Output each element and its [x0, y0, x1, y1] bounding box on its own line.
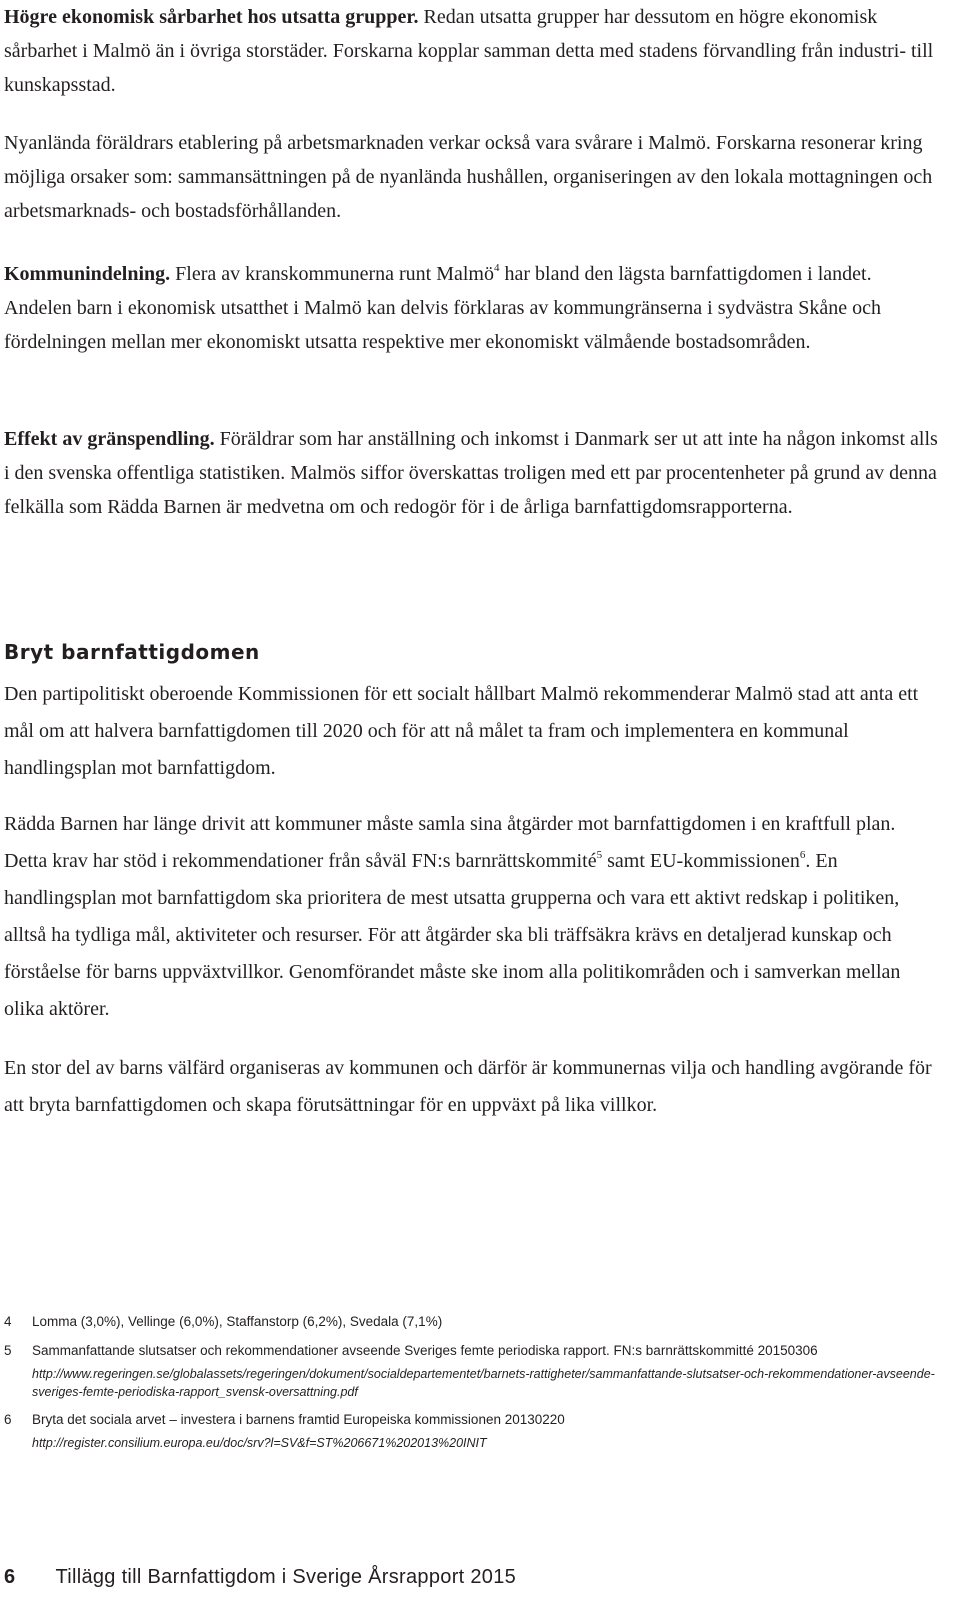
paragraph-text: En stor del av barns välfärd organiseras av kommunen och därför är kommunernas vilja och handling avgörande för att bryta barnfattigdomen och skapa förutsättningar för en uppväxt på lika villkor.: [4, 1057, 932, 1116]
paragraph-lead: Högre ekonomisk sårbarhet hos utsatta grupper.: [4, 6, 419, 28]
footnote-text: Bryta det sociala arvet – investera i barnens framtid Europeiska kommissionen 20130220: [32, 1412, 565, 1427]
paragraph-newcomer-parents: [4, 126, 940, 228]
footnote-number: 5: [4, 1343, 12, 1358]
footnote-text: Sammanfattande slutsatser och rekommendationer avseende Sveriges femte periodiska rapport. FN:s barnrättskommitté 20150306: [32, 1343, 818, 1358]
footnote-ref-4[interactable]: 4: [493, 262, 500, 274]
paragraph-text: samt EU-kommissionen: [602, 850, 800, 872]
paragraph-text: Rädda Barnen har länge drivit att kommuner måste samla sina åtgärder mot barnfattigdomen i en kraftfull plan. Detta krav har stöd i rekommendationer från såväl FN:s barnrättskommité: [4, 813, 896, 872]
paragraph-commission: [4, 676, 940, 787]
paragraph-text: Föräldrar som har anställning och inkomst i Danmark ser ut att inte ha någon inkomst alls i den svenska offentliga statistiken. Malmös siffor överskattas troligen med ett par procentenheter på grund av denna felkälla som Rädda Barnen är medvetna om och redogör för i de årliga barnfattigdomsrapporterna.: [4, 428, 938, 518]
paragraph-lead: Kommunindelning.: [4, 263, 171, 285]
footnote-5: [4, 1341, 944, 1401]
footnote-6: [4, 1410, 944, 1452]
footnotes: [4, 1312, 944, 1461]
footnote-number: 6: [4, 1412, 12, 1427]
paragraph-lead: Effekt av gränspendling.: [4, 428, 215, 450]
footnote-ref-5[interactable]: 5: [596, 849, 603, 861]
paragraph-text: Redan utsatta grupper har dessutom en högre ekonomisk sårbarhet i Malmö än i övriga storstäder. Forskarna kopplar samman detta med stadens förvandling från industri- till kunskapsstad.: [4, 6, 934, 96]
footnote-text: Lomma (3,0%), Vellinge (6,0%), Staffanstorp (6,2%), Svedala (7,1%): [32, 1314, 443, 1329]
page-footer: [4, 1566, 516, 1589]
page-number: 6: [4, 1566, 16, 1588]
paragraph-action-plan: [4, 806, 940, 1028]
publication-title: Tillägg till Barnfattigdom i Sverige Årsrapport 2015: [55, 1566, 517, 1588]
paragraph-text: Den partipolitiskt oberoende Kommissionen för ett socialt hållbart Malmö rekommenderar Malmö stad att anta ett mål om att halvera barnfattigdomen till 2020 och för att nå målet ta fram och implementera en kommunal handlingsplan mot barnfattigdom.: [4, 683, 919, 779]
footnote-link[interactable]: http://www.regeringen.se/globalassets/regeringen/dokument/socialdepartementet/barnets-rattigheter/sammanfattande-slutsatser-och-rekommendationer-avseende-sveriges-femte-periodiska-rapport_svensk-oversattning.pdf: [32, 1367, 935, 1399]
paragraph-economic-vulnerability: [4, 0, 940, 102]
footnote-number: 4: [4, 1314, 12, 1329]
footnote-link[interactable]: http://register.consilium.europa.eu/doc/srv?l=SV&f=ST%206671%202013%20INIT: [32, 1436, 487, 1450]
paragraph-municipal-welfare: [4, 1050, 940, 1124]
paragraph-text: Flera av kranskommunerna runt Malmö: [170, 263, 494, 285]
paragraph-text: . En handlingsplan mot barnfattigdom ska prioritera de mest utsatta grupperna och vara ett aktivt redskap i politiken, alltså ha tydliga mål, aktiviteter och resurser. För att åtgärder ska bli träffsäkra krävs en detaljerad kunskap och förståelse för barns uppväxtvillkor. Genomförandet måste ske inom alla politikområden och i samverkan mellan olika aktörer.: [4, 850, 901, 1020]
paragraph-border-commuting: [4, 422, 940, 524]
footnote-4: [4, 1312, 944, 1332]
section-heading: Bryt barnfattigdomen: [4, 640, 260, 664]
footnote-ref-6[interactable]: 6: [799, 849, 806, 861]
paragraph-text: Nyanlända föräldrars etablering på arbetsmarknaden verkar också vara svårare i Malmö. Forskarna resonerar kring möjliga orsaker som: sammansättningen på de nyanlända hushållen, organiseringen av den lokala mottagningen och arbetsmarknads- och bostadsförhållanden.: [4, 132, 933, 222]
paragraph-municipal-division: [4, 257, 940, 359]
paragraph-text: har bland den lägsta barnfattigdomen i landet. Andelen barn i ekonomisk utsatthet i Malmö kan delvis förklaras av kommungränserna i sydvästra Skåne och fördelningen mellan mer ekonomiskt utsatta respektive mer ekonomiskt välmående bostadsområden.: [4, 263, 882, 353]
